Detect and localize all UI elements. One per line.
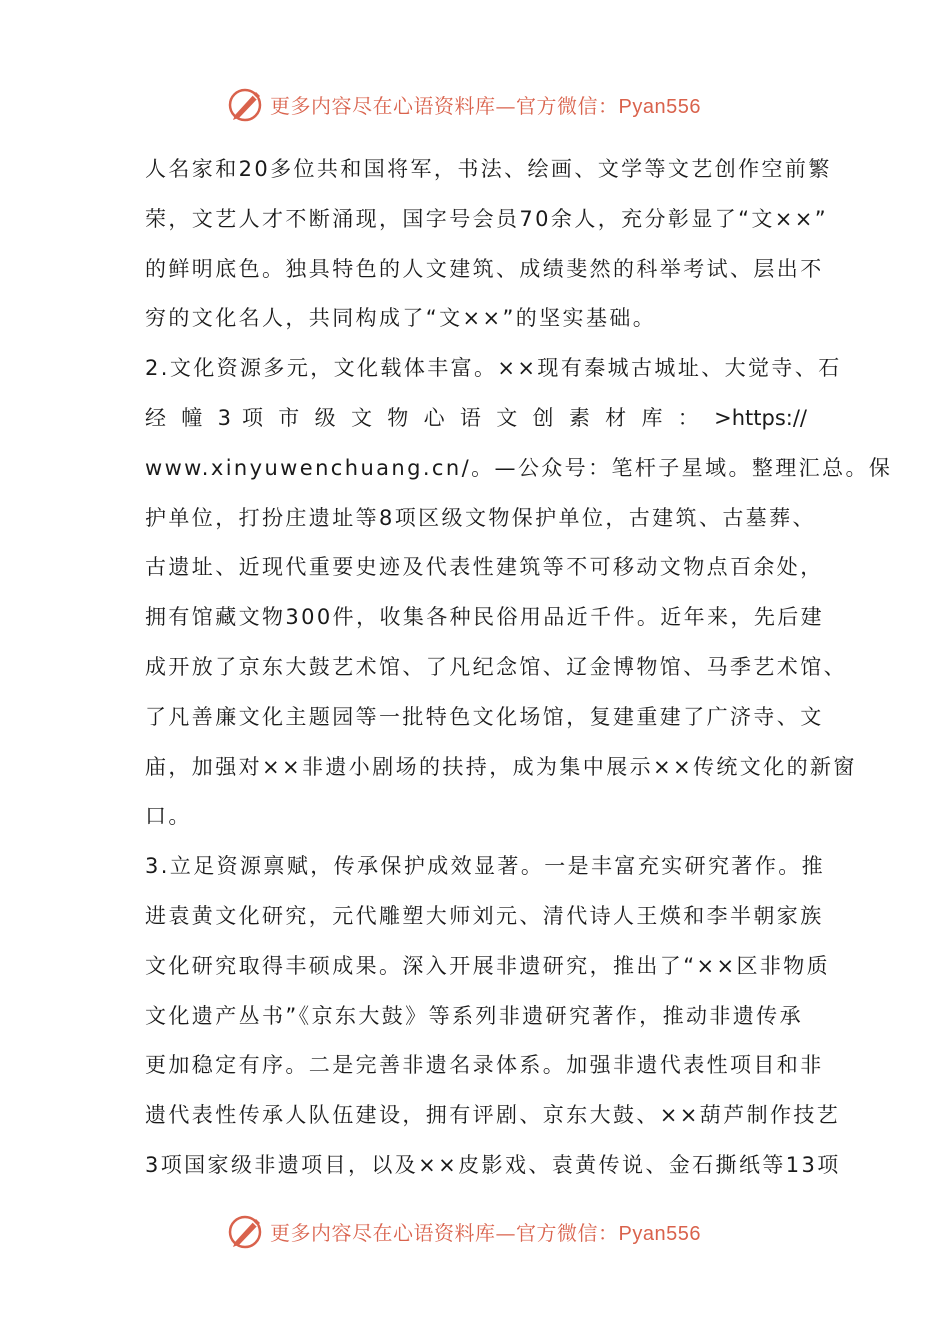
- text-line: 护单位，打扮庄遗址等8项区级文物保护单位，古建筑、古墓葬、: [145, 505, 816, 530]
- text-line: 经 幢 3 项 市 级 文 物 心 语 文 创 素 材 库 ： >https://: [145, 405, 807, 430]
- banner-contact: Pyan556: [618, 1222, 701, 1245]
- text-line: 拥有馆藏文物300件，收集各种民俗用品近千件。近年来，先后建: [145, 605, 825, 630]
- text-line: 口。: [145, 804, 192, 829]
- text-line: 荣，文艺人才不断涌现，国字号会员70余人，充分彰显了“文××”: [145, 206, 829, 231]
- text-line: 文化研究取得丰硕成果。深入开展非遗研究，推出了“××区非物质: [145, 953, 831, 978]
- banner-text: 更多内容尽在心语资料库—官方微信：Pyan556: [270, 93, 701, 118]
- text-line: 2.文化资源多元，文化载体丰富。××现有秦城古城址、大觉寺、石: [145, 356, 842, 381]
- header-banner: [226, 84, 746, 124]
- document-body: [145, 145, 893, 1191]
- pen-logo-icon: [226, 1211, 266, 1251]
- text-line: 人名家和20多位共和国将军，书法、绘画、文学等文艺创作空前繁: [145, 157, 832, 181]
- banner-contact: Pyan556: [618, 95, 701, 118]
- text-line: 3项国家级非遗项目，以及××皮影戏、袁黄传说、金石撕纸等13项: [145, 1152, 841, 1177]
- banner-text: 更多内容尽在心语资料库—官方微信：Pyan556: [270, 1220, 701, 1245]
- pen-logo-icon: [226, 84, 266, 124]
- text-line: 更加稳定有序。二是完善非遗名录体系。加强非遗代表性项目和非: [145, 1053, 824, 1078]
- text-line: 的鲜明底色。独具特色的人文建筑、成绩斐然的科举考试、层出不: [145, 256, 824, 281]
- text-line: 遗代表性传承人队伍建设，拥有评剧、京东大鼓、××葫芦制作技艺: [145, 1103, 841, 1128]
- text-line: www.xinyuwenchuang.cn/。—公众号：笔杆子星域。整理汇总。保: [145, 455, 893, 480]
- text-line: 文化遗产丛书”《京东大鼓》等系列非遗研究著作，推动非遗传承: [145, 1003, 803, 1028]
- text-line: 进袁黄文化研究，元代雕塑大师刘元、清代诗人王煐和李半朝家族: [145, 903, 824, 928]
- text-line: 了凡善廉文化主题园等一批特色文化场馆，复建重建了广济寺、文: [145, 704, 824, 729]
- text-line: 穷的文化名人，共同构成了“文××”的坚实基础。: [145, 306, 657, 331]
- text-line: 古遗址、近现代重要史迹及代表性建筑等不可移动文物点百余处，: [145, 555, 824, 580]
- text-line: 成开放了京东大鼓艺术馆、了凡纪念馆、辽金博物馆、马季艺术馆、: [145, 654, 847, 679]
- text-line: 庙，加强对××非遗小剧场的扶持，成为集中展示××传统文化的新窗: [145, 754, 857, 779]
- text-line: 3.立足资源禀赋，传承保护成效显著。一是丰富充实研究著作。推: [145, 854, 826, 879]
- footer-banner: [226, 1211, 746, 1251]
